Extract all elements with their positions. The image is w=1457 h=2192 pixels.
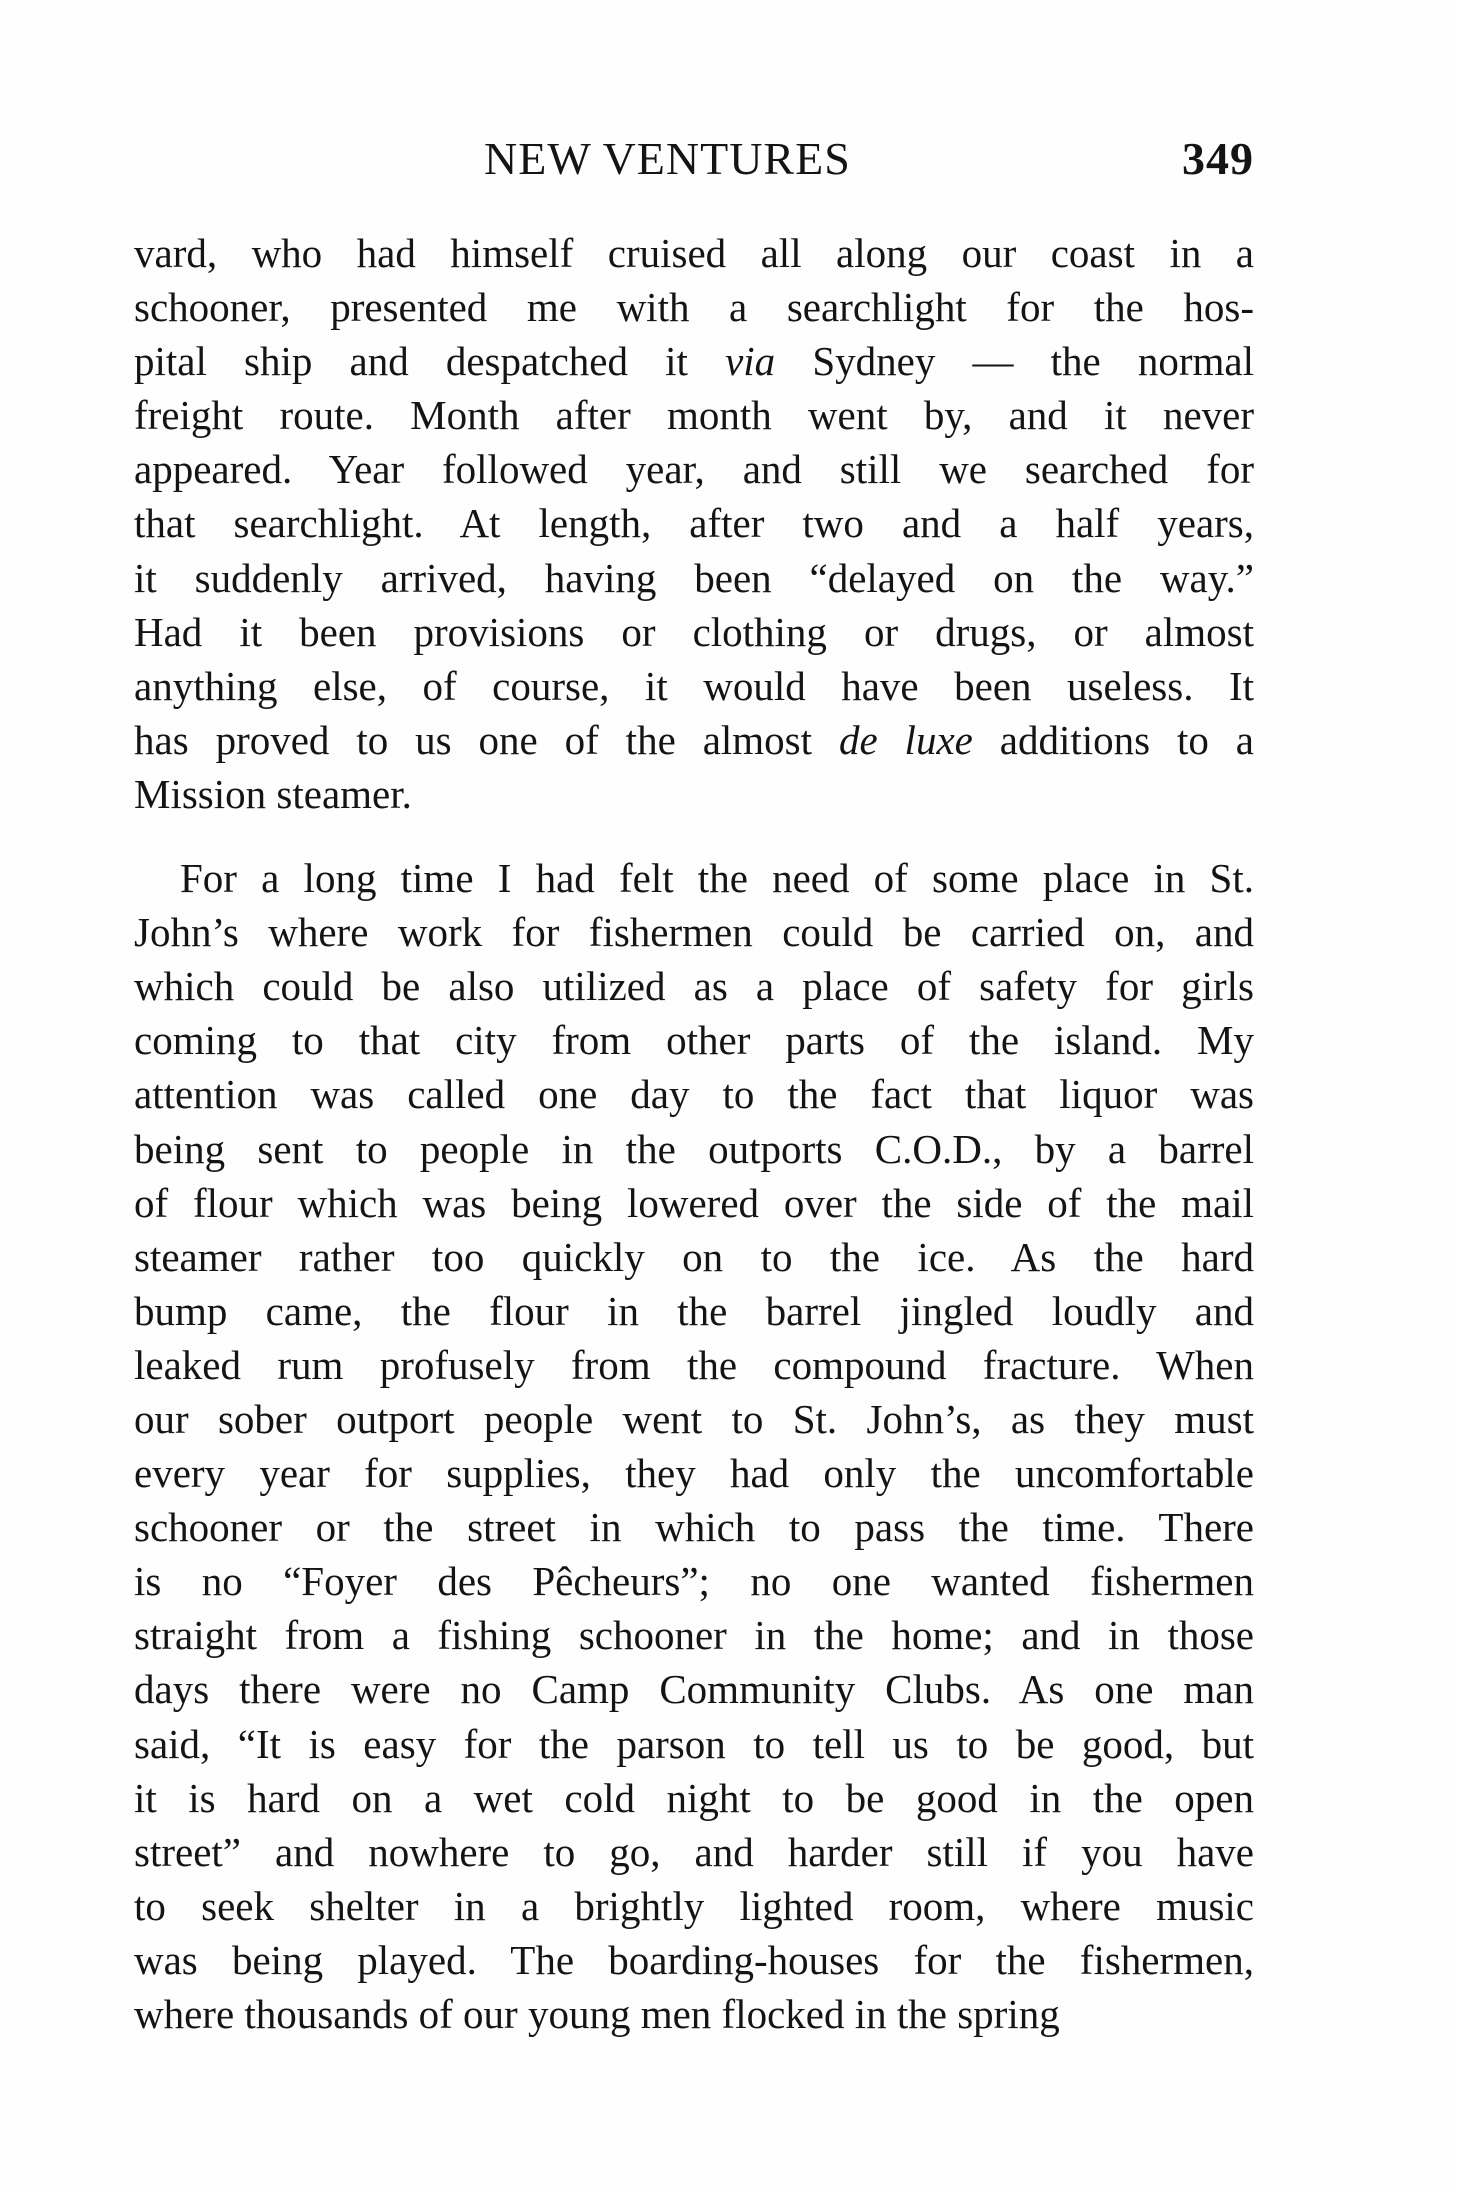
text-line: schooner or the street in which to pass the time. There: [134, 1504, 1254, 1551]
text-line: Mission steamer.: [134, 770, 412, 817]
body-text: [134, 226, 1254, 2041]
text-line: our sober outport people went to St. John’s, as they must: [134, 1395, 1254, 1442]
text-line: John’s where work for fishermen could be carried on, and: [134, 909, 1254, 956]
text-line: said, “It is easy for the parson to tell us to be good, but: [134, 1720, 1254, 1767]
text-line: to seek shelter in a brightly lighted room, where music: [134, 1882, 1254, 1929]
text-line: For a long time I had felt the need of some place in St.: [180, 855, 1254, 902]
text-line: bump came, the flour in the barrel jingled loudly and: [134, 1287, 1254, 1334]
text-line: leaked rum profusely from the compound fracture. When: [134, 1341, 1254, 1388]
text-line: attention was called one day to the fact that liquor was: [134, 1071, 1254, 1118]
running-head: [134, 132, 1254, 192]
text-line: anything else, of course, it would have been useless. It: [134, 662, 1254, 709]
text-line: every year for supplies, they had only the uncomfortable: [134, 1450, 1254, 1497]
text-line: coming to that city from other parts of the island. My: [134, 1017, 1254, 1064]
text-line: has proved to us one of the almost de luxe additions to a: [134, 716, 1255, 763]
italic-phrase: via: [725, 338, 776, 385]
text-line: being sent to people in the outports C.O.D., by a barrel: [134, 1125, 1254, 1172]
text-line: where thousands of our young men flocked in the spring: [134, 1991, 1060, 2037]
text-line: it is hard on a wet cold night to be good in the open: [134, 1774, 1254, 1821]
text-line: Had it been provisions or clothing or drugs, or almost: [134, 608, 1254, 655]
text-line: which could be also utilized as a place of safety for girls: [134, 963, 1254, 1010]
paragraph-fishermen-home: [134, 851, 1254, 2041]
text-line: was being played. The boarding-houses for the fishermen,: [134, 1936, 1254, 1983]
text-line: schooner, presented me with a searchlight for the hos-: [134, 284, 1254, 331]
text-line: of flour which was being lowered over the side of the mail: [134, 1179, 1254, 1226]
paragraph-searchlight: [134, 226, 1254, 821]
text-line: pital ship and despatched it via Sydney — the normal: [134, 338, 1254, 385]
text-line: vard, who had himself cruised all along our coast in a: [134, 230, 1254, 276]
text-line: freight route. Month after month went by, and it never: [134, 392, 1254, 439]
text-line: days there were no Camp Community Clubs. As one man: [134, 1666, 1254, 1713]
text-line: that searchlight. At length, after two and a half years,: [134, 500, 1254, 547]
running-title: NEW VENTURES: [484, 133, 851, 184]
text-line: is no “Foyer des Pêcheurs”; no one wanted fishermen: [134, 1558, 1254, 1605]
page-number: 349: [1182, 133, 1254, 184]
text-line: street” and nowhere to go, and harder still if you have: [134, 1828, 1254, 1875]
italic-phrase: de luxe: [838, 716, 973, 763]
text-line: straight from a fishing schooner in the home; and in those: [134, 1612, 1254, 1659]
text-line: steamer rather too quickly on to the ice. As the hard: [134, 1233, 1254, 1280]
text-line: appeared. Year followed year, and still we searched for: [134, 446, 1254, 493]
text-line: it suddenly arrived, having been “delayed on the way.”: [134, 554, 1254, 601]
